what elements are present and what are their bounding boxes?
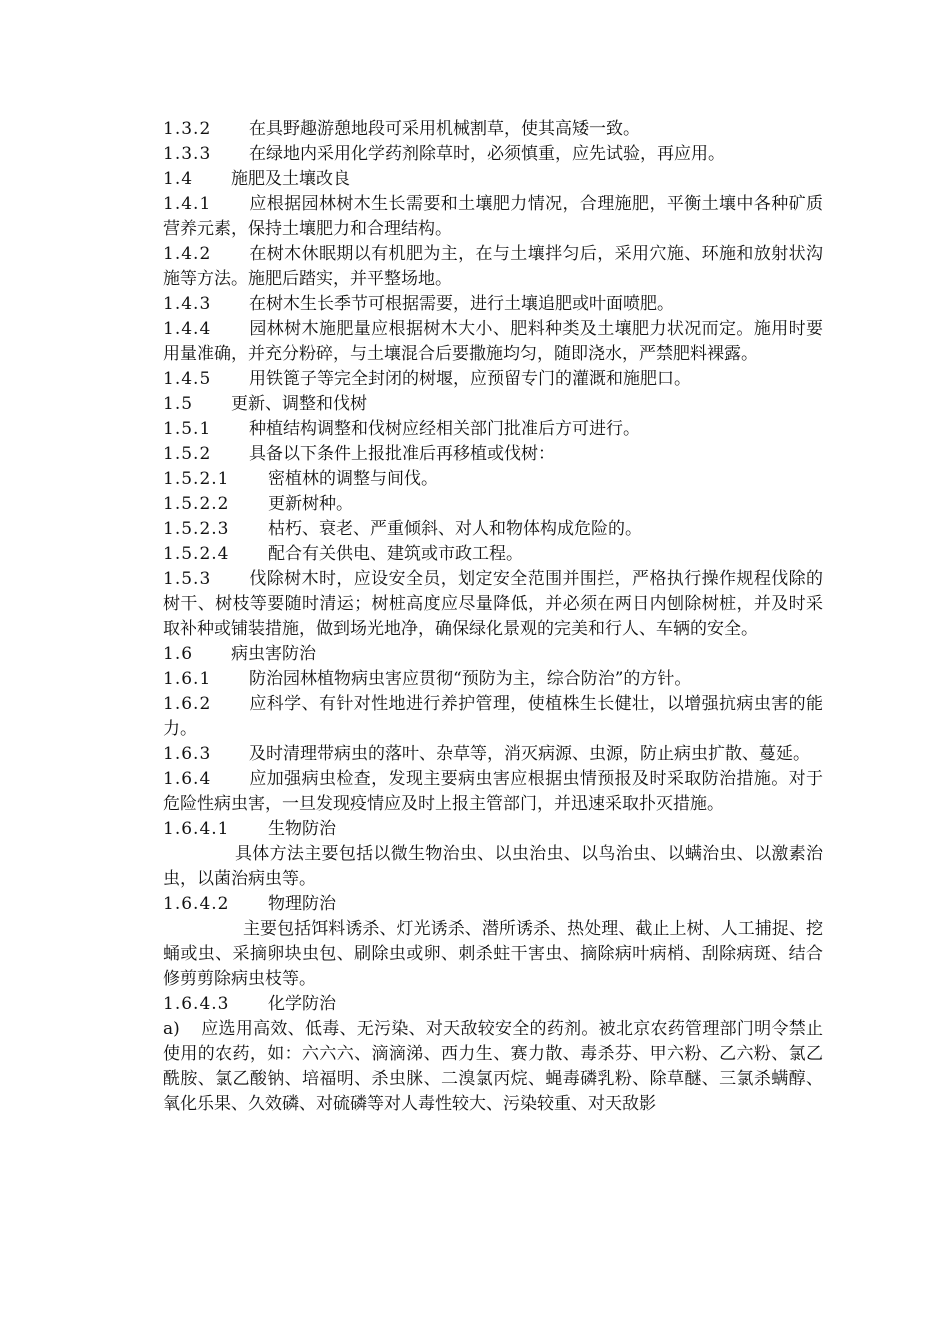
clause-number: 1.4.1 xyxy=(163,194,212,214)
clause-1-5-1 xyxy=(163,417,823,442)
clause-text: 在树木生长季节可根据需要，进行土壤追肥或叶面喷肥。 xyxy=(249,294,674,314)
clause-number: 1.5.3 xyxy=(163,569,212,589)
section-1-4-heading xyxy=(163,167,823,192)
clause-number: 1.5.2.2 xyxy=(163,494,230,514)
clause-text: 种植结构调整和伐树应经相关部门批准后方可进行。 xyxy=(249,419,640,439)
clause-number: 1.3.2 xyxy=(163,119,212,139)
section-title: 更新、调整和伐树 xyxy=(231,394,367,414)
clause-1-5-2-3 xyxy=(163,517,823,542)
clause-text: 应根据园林树木生长需要和土壤肥力情况，合理施肥，平衡土壤中各种矿质营养元素，保持土壤肥力和合理结构。 xyxy=(163,194,823,239)
paragraph-text: 具体方法主要包括以微生物治虫、以虫治虫、以鸟治虫、以螨治虫、以激素治虫，以菌治病虫等。 xyxy=(163,844,823,889)
clause-text: 在树木休眠期以有机肥为主，在与土壤拌匀后，采用穴施、环施和放射状沟施等方法。施肥后踏实，并平整场地。 xyxy=(163,244,823,289)
clause-number: 1.5.2 xyxy=(163,444,212,464)
clause-1-6-2 xyxy=(163,692,823,742)
clause-text: 用铁篦子等完全封闭的树堰，应预留专门的灌溉和施肥口。 xyxy=(249,369,691,389)
clause-number: 1.4.4 xyxy=(163,319,212,339)
clause-number: 1.6.4.1 xyxy=(163,819,230,839)
clause-number: 1.4.3 xyxy=(163,294,212,314)
clause-text: 物理防治 xyxy=(268,894,336,914)
clause-number: 1.4.2 xyxy=(163,244,212,264)
clause-1-6-4-1 xyxy=(163,817,823,842)
biological-control-body xyxy=(163,842,823,892)
list-item-text: 应选用高效、低毒、无污染、对天敌较安全的药剂。被北京农药管理部门明令禁止使用的农药，如：六六六、滴滴涕、西力生、赛力散、毒杀芬、甲六粉、乙六粉、氯乙酰胺、氯乙酸钠、培福明、杀虫脒、二溴氯丙烷、蝇毒磷乳粉、除草醚、三氯杀螨醇、氧化乐果、久效磷、对硫磷等对人毒性较大、污染较重、对天敌影 xyxy=(163,1019,823,1114)
clause-1-6-4-2 xyxy=(163,892,823,917)
physical-control-body xyxy=(163,917,823,992)
clause-text: 园林树木施肥量应根据树木大小、肥料种类及土壤肥力状况而定。施用时要用量准确，并充分粉碎，与土壤混合后要撒施均匀，随即浇水，严禁肥料裸露。 xyxy=(163,319,823,364)
clause-number: 1.5.1 xyxy=(163,419,212,439)
clause-text: 应科学、有针对性地进行养护管理，使植株生长健壮，以增强抗病虫害的能力。 xyxy=(163,694,823,739)
clause-1-3-2 xyxy=(163,117,823,142)
clause-number: 1.6.3 xyxy=(163,744,212,764)
clause-1-6-4 xyxy=(163,767,823,817)
clause-text: 及时清理带病虫的落叶、杂草等，消灭病源、虫源，防止病虫扩散、蔓延。 xyxy=(249,744,810,764)
clause-1-5-3 xyxy=(163,567,823,642)
clause-number: 1.5.2.4 xyxy=(163,544,230,564)
document-body xyxy=(163,117,823,1117)
clause-1-3-3 xyxy=(163,142,823,167)
clause-1-4-2 xyxy=(163,242,823,292)
clause-text: 配合有关供电、建筑或市政工程。 xyxy=(268,544,523,564)
clause-text: 更新树种。 xyxy=(268,494,353,514)
clause-text: 在绿地内采用化学药剂除草时，必须慎重，应先试验，再应用。 xyxy=(249,144,725,164)
clause-number: 1.6.1 xyxy=(163,669,212,689)
section-1-5-heading xyxy=(163,392,823,417)
chemical-control-item-a xyxy=(163,1017,823,1117)
section-title: 施肥及土壤改良 xyxy=(231,169,350,189)
clause-number: 1.6.4.2 xyxy=(163,894,230,914)
clause-number: 1.5.2.1 xyxy=(163,469,230,489)
section-number: 1.4 xyxy=(163,169,194,189)
clause-1-5-2-1 xyxy=(163,467,823,492)
clause-1-4-3 xyxy=(163,292,823,317)
clause-text: 防治园林植物病虫害应贯彻“预防为主，综合防治”的方针。 xyxy=(249,669,692,689)
section-1-6-heading xyxy=(163,642,823,667)
clause-1-5-2 xyxy=(163,442,823,467)
clause-1-6-1 xyxy=(163,667,823,692)
clause-text: 伐除树木时，应设安全员，划定安全范围并围拦，严格执行操作规程伐除的树干、树枝等要随时清运；树桩高度应尽量降低，并必须在两日内刨除树桩，并及时采取补种或铺装措施，做到场光地净，确保绿化景观的完美和行人、车辆的安全。 xyxy=(163,569,823,639)
clause-1-5-2-2 xyxy=(163,492,823,517)
clause-1-4-5 xyxy=(163,367,823,392)
clause-number: 1.4.5 xyxy=(163,369,212,389)
clause-text: 应加强病虫检查，发现主要病虫害应根据虫情预报及时采取防治措施。对于危险性病虫害，一旦发现疫情应及时上报主管部门，并迅速采取扑灭措施。 xyxy=(163,769,823,814)
clause-1-5-2-4 xyxy=(163,542,823,567)
section-title: 病虫害防治 xyxy=(231,644,316,664)
clause-1-4-4 xyxy=(163,317,823,367)
clause-1-4-1 xyxy=(163,192,823,242)
clause-text: 生物防治 xyxy=(268,819,336,839)
clause-text: 具备以下条件上报批准后再移植或伐树： xyxy=(249,444,555,464)
clause-text: 在具野趣游憩地段可采用机械割草，使其高矮一致。 xyxy=(249,119,640,139)
section-number: 1.5 xyxy=(163,394,194,414)
clause-text: 密植林的调整与间伐。 xyxy=(268,469,438,489)
section-number: 1.6 xyxy=(163,644,194,664)
clause-number: 1.6.4.3 xyxy=(163,994,230,1014)
clause-text: 枯朽、衰老、严重倾斜、对人和物体构成危险的。 xyxy=(268,519,642,539)
clause-text: 化学防治 xyxy=(268,994,336,1014)
clause-number: 1.6.2 xyxy=(163,694,212,714)
list-marker: a) xyxy=(163,1019,180,1039)
clause-number: 1.3.3 xyxy=(163,144,212,164)
paragraph-text: 主要包括饵料诱杀、灯光诱杀、潜所诱杀、热处理、截止上树、人工捕捉、挖蛹或虫、采摘卵块虫包、刷除虫或卵、刺杀蛀干害虫、摘除病叶病梢、刮除病斑、结合修剪剪除病虫枝等。 xyxy=(163,919,823,989)
clause-number: 1.6.4 xyxy=(163,769,212,789)
clause-1-6-3 xyxy=(163,742,823,767)
clause-number: 1.5.2.3 xyxy=(163,519,230,539)
clause-1-6-4-3 xyxy=(163,992,823,1017)
